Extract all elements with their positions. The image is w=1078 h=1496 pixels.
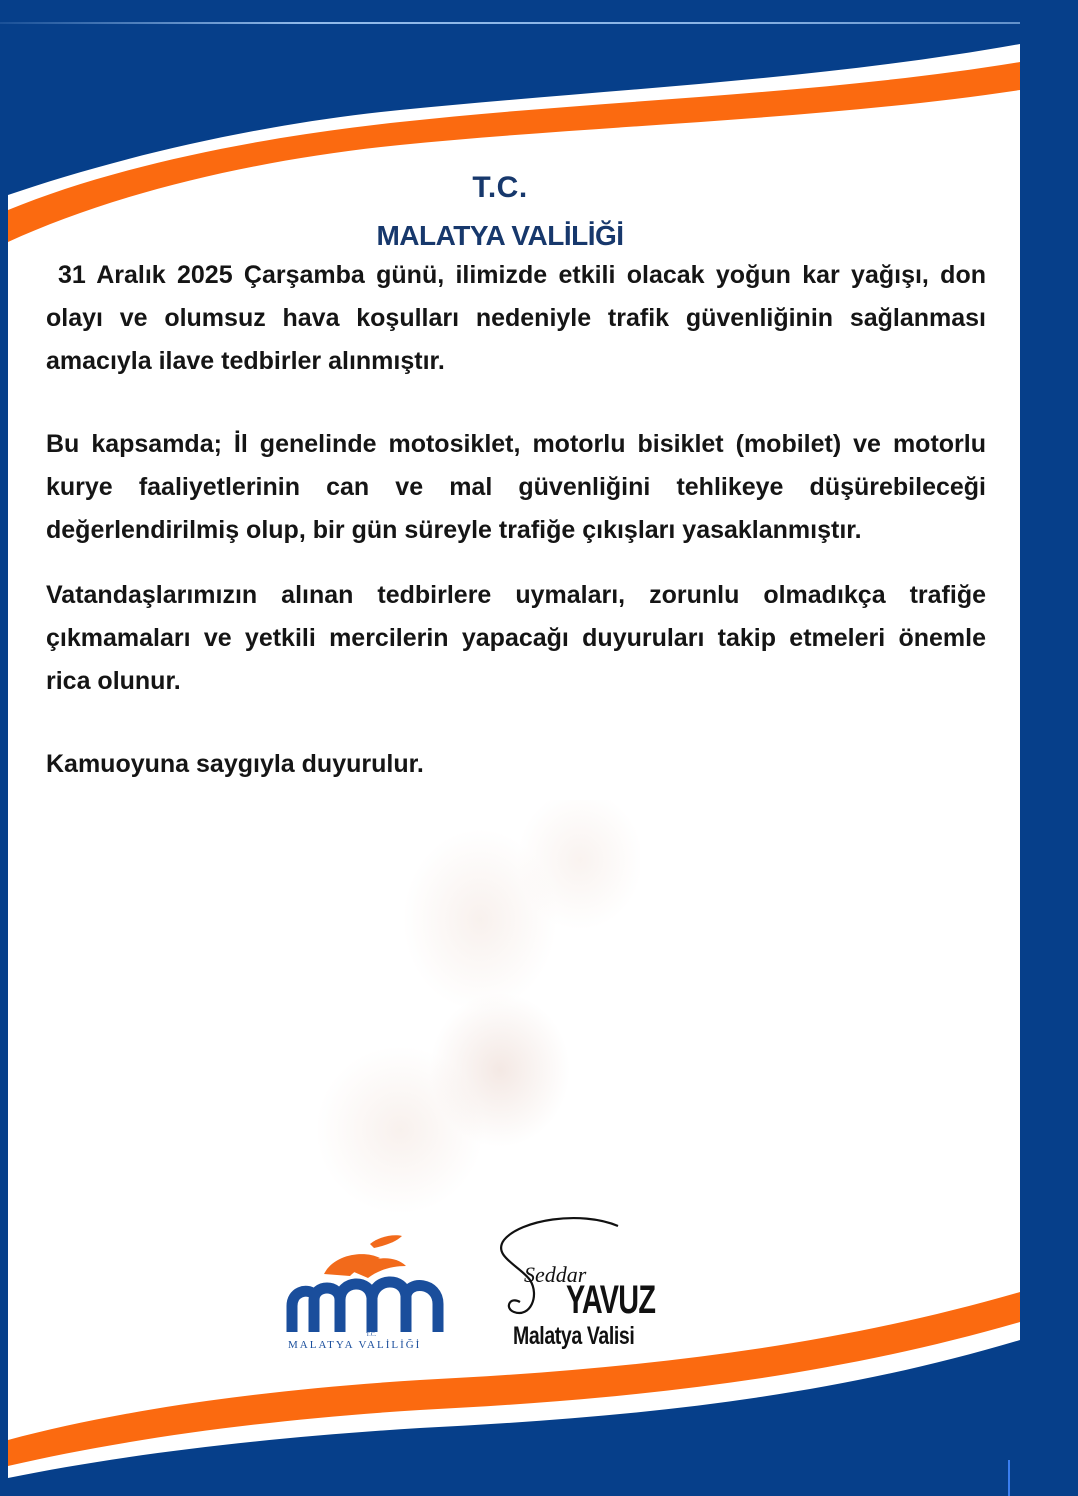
paragraph-intro: 31 Aralık 2025 Çarşamba günü, ilimizde etkili olacak yoğun kar yağışı, don olayı ve olumsuz hava koşulları nedeniyle trafik güvenliğinin sağlanması amacıyla ilave tedbirler alınmıştır. (46, 261, 986, 375)
header-title: MALATYA VALİLİĞİ (376, 220, 624, 251)
malatya-valiligi-logo-icon (284, 1232, 448, 1350)
text-cursor-mark (1008, 1460, 1010, 1496)
header-tc: T.C. (472, 171, 528, 204)
faded-watermark (300, 800, 640, 1220)
announcement-body (46, 254, 986, 786)
signature-role: Malatya Valisi (513, 1322, 635, 1350)
svg-text:T.C.: T.C. (366, 1332, 377, 1338)
paragraph-ban: Bu kapsamda; İl genelinde motosiklet, motorlu bisiklet (mobilet) ve motorlu kurye faaliyetlerinin can ve mal güvenliğini tehlikeye düşürebileceği değerlendirilmiş olup, bir gün süreyle trafiğe çıkışları yasaklanmıştır. (46, 430, 986, 544)
right-navy-margin (1020, 0, 1078, 1496)
paragraph-request: Vatandaşlarımızın alınan tedbirlere uymaları, zorunlu olmadıkça trafiğe çıkmamaları ve yetkili mercilerin yapacağı duyuruları takip etmeleri önemle rica olunur. (46, 581, 986, 695)
document-header (0, 170, 1000, 254)
svg-text:MALATYA VALİLİĞİ: MALATYA VALİLİĞİ (288, 1339, 422, 1350)
paragraph-closing: Kamuoyuna saygıyla duyurulur. (46, 750, 424, 778)
signature-surname: YAVUZ (566, 1278, 656, 1322)
svg-text:Seddar: Seddar (524, 1262, 587, 1287)
